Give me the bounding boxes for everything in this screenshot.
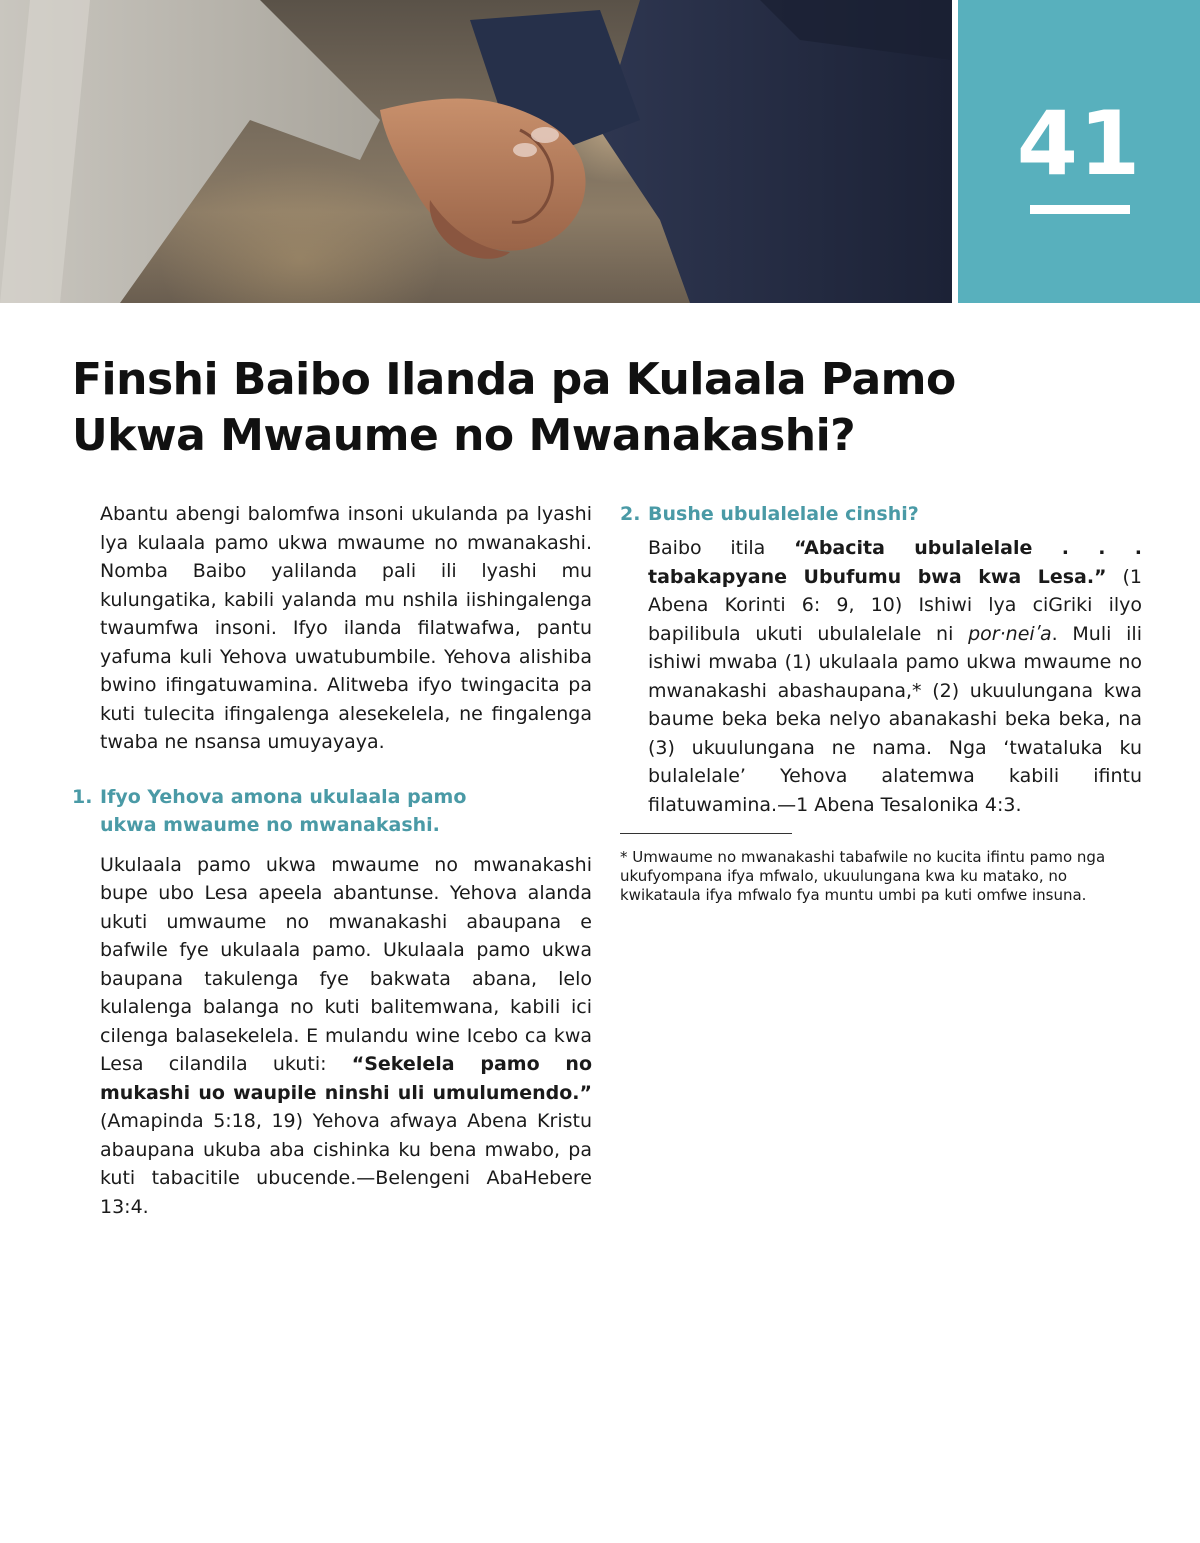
section-2-heading-text: Bushe ubulalelale cinshi? [648,503,919,525]
footnote: * Umwaume no mwanakashi tabafwile no kucita ifintu pamo nga ukufyompana ifya mfwalo, ukuulungana kwa ku matako, no kwikataula ifya mfwalo fya muntu umbi pa kuti omfwe insuna. [620,848,1106,904]
section-1-body-text-after: (Amapinda 5:18, 19) Yehova afwaya Abena Kristu abaupana ukuba aba cishinka ku bena mwabo, pa kuti tabacitile ubucende.—Belengeni AbaHebere 13:4. [100,1110,592,1218]
section-2-quote: “Abacita ubulalelale . . . tabakapyane Ubufumu bwa kwa Lesa.” [648,537,1142,588]
lesson-number: 41 [1016,92,1142,195]
section-1-number: 1. [72,785,93,808]
intro-paragraph: Abantu abengi balomfwa insoni ukulanda pa lyashi lya kulaala pamo ukwa mwaume no mwanakashi. Nomba Baibo yalilanda pali ili lyashi mu kulungatika, kabili yalanda mu nshila iishingalenga twaumfwa insoni. Ifyo ilanda filatwafwa, pantu yafuma kuli Yehova uwatubumbile. Yehova alishiba bwino ifingatuwamina. Alitweba ifyo twingacita pa kuti tulecita ifingalenga alesekelela, ne fingalenga twaba ne nsansa umuyayaya. [100,503,592,753]
badge-underline [1030,205,1130,214]
section-1-heading-line-1: Ifyo Yehova amona ukulaala pamo [100,785,467,808]
page-title [72,352,1072,464]
section-1-body [72,851,592,1222]
section-2-number: 2. [620,503,641,525]
hands-illustration [0,0,952,303]
section-1-heading [72,783,592,839]
section-2-body-text-mid: (1 Abena Korinti 6: 9, 10) Ishiwi lya ciGriki ilyo bapilibula ukuti ubulalelale ni [648,565,1142,645]
section-2-body-text: Baibo itila [648,537,795,559]
lesson-number-badge [958,0,1200,303]
title-line-1: Finshi Baibo Ilanda pa Kulaala Pamo [72,354,956,405]
section-2-greek-term: por·neiʹa [968,622,1052,645]
section-1-body-text: Ukulaala pamo ukwa mwaume no mwanakashi bupe ubo Lesa apeela abantunse. Yehova alanda ukuti umwaume no mwanakashi abaupana e bafwile fye ukulaala pamo. Ukulaala pamo ukwa baupana takulenga fye bakwata abana, lelo kulalenga balanga no kuti balitemwana, kabili ici cilenga balasekelela. E mulandu wine Icebo ca kwa Lesa cilandila ukuti: [100,853,592,1075]
section-2-body-text-after: . Muli ili ishiwi mwaba (1) ukulaala pamo ukwa mwaume no mwanakashi abashaupana,* (2) ukuulungana kwa baume beka beka nelyo abanakashi beka beka, na (3) ukuulungana ne nama. Nga ‘twataluka ku bulalelale’ Yehova alatemwa kabili ifintu filatuwamina.—1 Abena Tesalonika 4:3. [648,622,1142,816]
section-1-quote: “Sekelela pamo no mukashi uo waupile ninshi uli umulumendo.” [100,1053,593,1104]
section-2-heading [620,500,1142,528]
right-column [620,500,1142,905]
hero-photo [0,0,952,303]
left-column [72,500,592,1221]
section-1-heading-line-2: ukwa mwaume no mwanakashi. [100,813,440,836]
title-line-2: Ukwa Mwaume no Mwanakashi? [72,410,856,461]
section-2-body [620,534,1142,819]
